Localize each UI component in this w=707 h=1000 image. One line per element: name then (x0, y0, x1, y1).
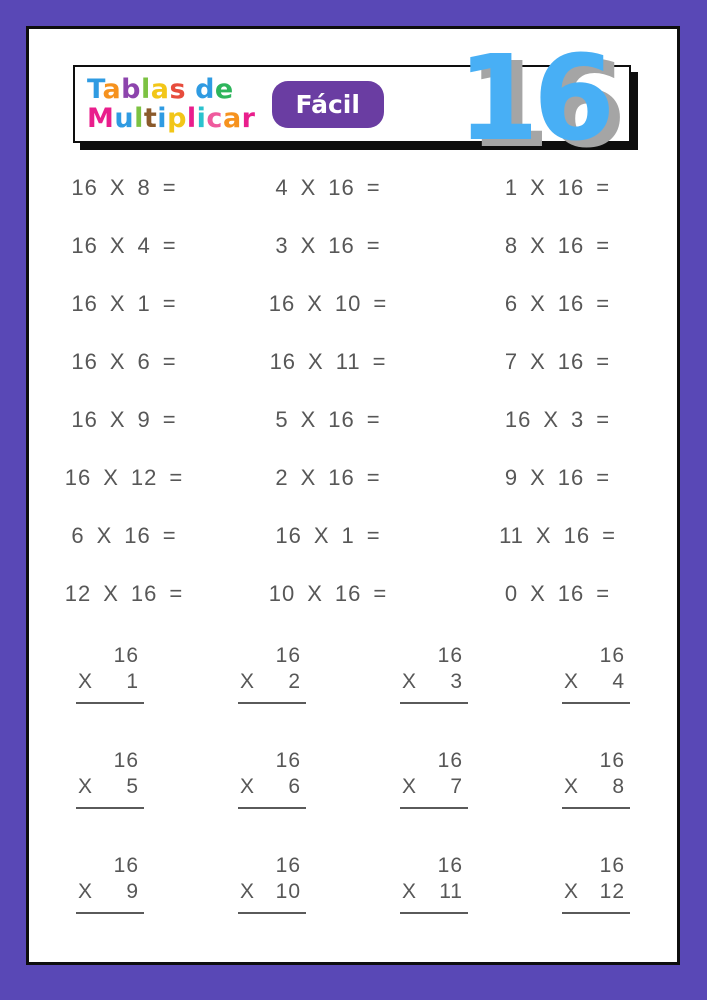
times-sign: X (307, 581, 323, 606)
multiplication-problem (505, 465, 610, 491)
operand-a: 12 (64, 581, 92, 606)
multiplication-problem (275, 175, 380, 201)
operand-b: 16 (557, 233, 585, 258)
answer-line (562, 912, 630, 914)
times-sign: X (530, 233, 546, 258)
equals-sign: = (373, 581, 388, 606)
v-bottom-row (400, 879, 468, 905)
times-sign: X (109, 291, 126, 316)
multiplication-problem (505, 175, 610, 201)
title-letter: p (167, 103, 187, 134)
vertical-problem (400, 748, 468, 809)
operand-a: 0 (504, 581, 519, 606)
multiplication-problem (275, 407, 380, 433)
equals-sign: = (162, 291, 177, 316)
operand-a: 3 (275, 233, 289, 258)
equals-sign: = (169, 581, 184, 606)
times-sign: X (300, 175, 317, 200)
title-letter: b (121, 74, 141, 105)
operand-b: 12 (130, 465, 158, 490)
title-letter: s (169, 74, 187, 105)
times-sign: X (530, 581, 546, 606)
equals-sign: = (366, 523, 381, 548)
title-letter: u (114, 103, 135, 134)
title-letter: l (141, 74, 151, 105)
title-letter: a (222, 103, 242, 134)
operand-a: 11 (499, 523, 524, 548)
v-bottom-row (562, 879, 630, 905)
v-bottom-row (76, 774, 144, 800)
operand-a: 16 (71, 291, 98, 316)
v-bottom-operand: 4 (612, 670, 625, 693)
times-sign: X (543, 407, 560, 432)
v-bottom-row (562, 774, 630, 800)
equals-sign: = (162, 233, 177, 258)
vertical-problem (562, 748, 630, 809)
v-times-sign: X (564, 670, 580, 693)
equals-sign: = (596, 581, 611, 606)
title-letter: l (134, 103, 144, 134)
answer-line (562, 807, 630, 809)
times-sign: X (109, 349, 126, 374)
v-top-operand: 16 (437, 854, 463, 877)
operand-a: 16 (71, 407, 98, 432)
operand-a: 16 (275, 523, 302, 548)
operand-a: 9 (504, 465, 519, 490)
operand-b: 11 (335, 349, 361, 374)
equals-sign: = (162, 175, 177, 200)
v-bottom-operand: 7 (450, 775, 463, 798)
equals-sign: = (366, 407, 381, 432)
vertical-problem (562, 643, 630, 704)
v-top-operand: 16 (113, 749, 139, 772)
operand-b: 16 (557, 175, 585, 200)
multiplication-problem (65, 465, 184, 491)
v-times-sign: X (402, 775, 418, 798)
title-letter: T (87, 74, 103, 105)
v-bottom-operand: 8 (612, 775, 625, 798)
times-sign: X (109, 233, 126, 258)
multiplication-problem (71, 407, 176, 433)
times-sign: X (96, 523, 113, 548)
equals-sign: = (596, 175, 611, 200)
times-sign: X (109, 175, 126, 200)
operand-a: 16 (269, 349, 297, 374)
operand-a: 6 (71, 523, 85, 548)
operand-b: 16 (328, 175, 355, 200)
title-letter: a (150, 74, 170, 105)
title-letter: d (195, 74, 215, 105)
vertical-problem (238, 643, 306, 704)
vertical-problem (76, 643, 144, 704)
v-top-operand: 16 (113, 644, 139, 667)
operand-a: 16 (268, 291, 296, 316)
v-times-sign: X (402, 880, 418, 903)
v-times-sign: X (240, 880, 256, 903)
operand-a: 16 (64, 465, 92, 490)
times-sign: X (300, 233, 317, 258)
v-times-sign: X (240, 775, 256, 798)
equals-sign: = (602, 523, 616, 548)
title-line-1 (87, 75, 256, 104)
times-sign: X (530, 465, 546, 490)
multiplication-problem (275, 233, 380, 259)
v-times-sign: X (78, 670, 94, 693)
multiplication-problem (275, 523, 380, 549)
v-top-operand: 16 (437, 749, 463, 772)
operand-b: 16 (557, 465, 585, 490)
equals-sign: = (366, 233, 381, 258)
times-sign: X (109, 407, 126, 432)
vertical-problem (76, 853, 144, 914)
vertical-problem (400, 643, 468, 704)
title-letter: t (143, 103, 158, 134)
times-sign: X (313, 523, 330, 548)
worksheet-title (87, 75, 256, 133)
vertical-problem (238, 748, 306, 809)
operand-b: 4 (137, 233, 151, 258)
operand-a: 16 (504, 407, 532, 432)
v-times-sign: X (402, 670, 418, 693)
v-top-operand: 16 (113, 854, 139, 877)
times-sign: X (530, 349, 546, 374)
title-line-2 (87, 104, 256, 133)
equals-sign: = (366, 465, 381, 490)
v-top-operand: 16 (275, 854, 301, 877)
title-letter: i (196, 103, 207, 134)
v-times-sign: X (78, 775, 94, 798)
multiplication-problem (269, 581, 388, 607)
v-top-operand: 16 (599, 749, 625, 772)
times-sign: X (103, 465, 119, 490)
v-times-sign: X (564, 775, 580, 798)
equals-sign: = (596, 233, 611, 258)
v-bottom-row (562, 669, 630, 695)
equals-sign: = (596, 465, 611, 490)
answer-line (238, 912, 306, 914)
v-bottom-operand: 12 (599, 880, 625, 903)
table-number: 16 (457, 29, 610, 167)
multiplication-problem (505, 581, 610, 607)
v-times-sign: X (240, 670, 256, 693)
operand-b: 9 (137, 407, 151, 432)
times-sign: X (530, 175, 546, 200)
operand-a: 7 (504, 349, 519, 374)
v-bottom-row (400, 774, 468, 800)
answer-line (562, 702, 630, 704)
operand-b: 6 (137, 349, 151, 374)
title-letter: r (241, 103, 256, 134)
answer-line (76, 807, 144, 809)
vertical-problem (76, 748, 144, 809)
multiplication-problem (505, 407, 610, 433)
answer-line (400, 807, 468, 809)
v-bottom-operand: 9 (126, 880, 139, 903)
times-sign: X (300, 407, 317, 432)
v-bottom-operand: 3 (450, 670, 463, 693)
multiplication-problem (71, 233, 176, 259)
multiplication-problem (505, 349, 610, 375)
times-sign: X (535, 523, 552, 548)
equals-sign: = (162, 349, 177, 374)
operand-b: 3 (571, 407, 585, 432)
operand-b: 16 (557, 291, 585, 316)
v-bottom-row (238, 774, 306, 800)
operand-b: 16 (328, 465, 355, 490)
operand-b: 16 (334, 581, 362, 606)
operand-b: 16 (130, 581, 158, 606)
v-bottom-operand: 6 (288, 775, 301, 798)
equals-sign: = (596, 407, 611, 432)
operand-a: 5 (275, 407, 289, 432)
v-bottom-operand: 11 (439, 880, 463, 903)
v-bottom-operand: 2 (288, 670, 301, 693)
v-bottom-row (76, 879, 144, 905)
operand-b: 10 (334, 291, 362, 316)
multiplication-problem (499, 523, 616, 549)
difficulty-badge: Fácil (272, 81, 384, 128)
v-top-operand: 16 (275, 644, 301, 667)
operand-a: 2 (275, 465, 289, 490)
equals-sign: = (162, 407, 177, 432)
operand-a: 4 (275, 175, 289, 200)
equals-sign: = (596, 349, 611, 374)
operand-b: 1 (341, 523, 355, 548)
multiplication-problem (275, 465, 380, 491)
operand-b: 16 (124, 523, 151, 548)
equals-sign: = (373, 291, 388, 316)
operand-b: 16 (557, 581, 585, 606)
v-bottom-row (400, 669, 468, 695)
v-top-operand: 16 (599, 854, 625, 877)
multiplication-problem (269, 291, 388, 317)
operand-a: 8 (504, 233, 519, 258)
multiplication-problem (71, 175, 176, 201)
v-bottom-operand: 5 (126, 775, 139, 798)
worksheet-page (26, 26, 680, 965)
vertical-problem (238, 853, 306, 914)
equals-sign: = (596, 291, 611, 316)
multiplication-problem (71, 291, 176, 317)
v-top-operand: 16 (275, 749, 301, 772)
multiplication-problem (65, 581, 184, 607)
answer-line (400, 912, 468, 914)
v-times-sign: X (564, 880, 580, 903)
operand-b: 16 (328, 407, 355, 432)
v-top-operand: 16 (599, 644, 625, 667)
title-letter: c (206, 103, 223, 134)
times-sign: X (307, 291, 323, 316)
title-letter: a (102, 74, 122, 105)
title-letter: M (87, 103, 115, 134)
operand-b: 16 (563, 523, 591, 548)
times-sign: X (300, 465, 317, 490)
multiplication-problem (270, 349, 387, 375)
v-bottom-row (238, 879, 306, 905)
multiplication-problem (505, 233, 610, 259)
title-letter: l (186, 103, 197, 134)
vertical-problems (29, 643, 677, 958)
vertical-problem (562, 853, 630, 914)
operand-a: 1 (504, 175, 519, 200)
horizontal-problems (29, 159, 677, 623)
v-bottom-operand: 1 (126, 670, 139, 693)
equals-sign: = (169, 465, 184, 490)
answer-line (400, 702, 468, 704)
v-top-operand: 16 (437, 644, 463, 667)
multiplication-problem (505, 291, 610, 317)
operand-a: 16 (71, 175, 98, 200)
operand-b: 16 (557, 349, 585, 374)
equals-sign: = (372, 349, 387, 374)
multiplication-problem (71, 523, 176, 549)
operand-a: 6 (504, 291, 519, 316)
operand-a: 16 (71, 349, 98, 374)
operand-b: 1 (137, 291, 151, 316)
equals-sign: = (366, 175, 381, 200)
answer-line (238, 807, 306, 809)
multiplication-problem (71, 349, 176, 375)
operand-b: 8 (137, 175, 151, 200)
v-times-sign: X (78, 880, 94, 903)
vertical-problem (400, 853, 468, 914)
v-bottom-operand: 10 (275, 880, 301, 903)
answer-line (76, 912, 144, 914)
operand-a: 16 (71, 233, 98, 258)
v-bottom-row (238, 669, 306, 695)
times-sign: X (103, 581, 119, 606)
operand-a: 10 (268, 581, 296, 606)
operand-b: 16 (328, 233, 355, 258)
answer-line (76, 702, 144, 704)
title-letter: e (214, 74, 234, 105)
title-letter: i (157, 103, 168, 134)
equals-sign: = (162, 523, 177, 548)
times-sign: X (530, 291, 546, 316)
answer-line (238, 702, 306, 704)
times-sign: X (308, 349, 324, 374)
v-bottom-row (76, 669, 144, 695)
